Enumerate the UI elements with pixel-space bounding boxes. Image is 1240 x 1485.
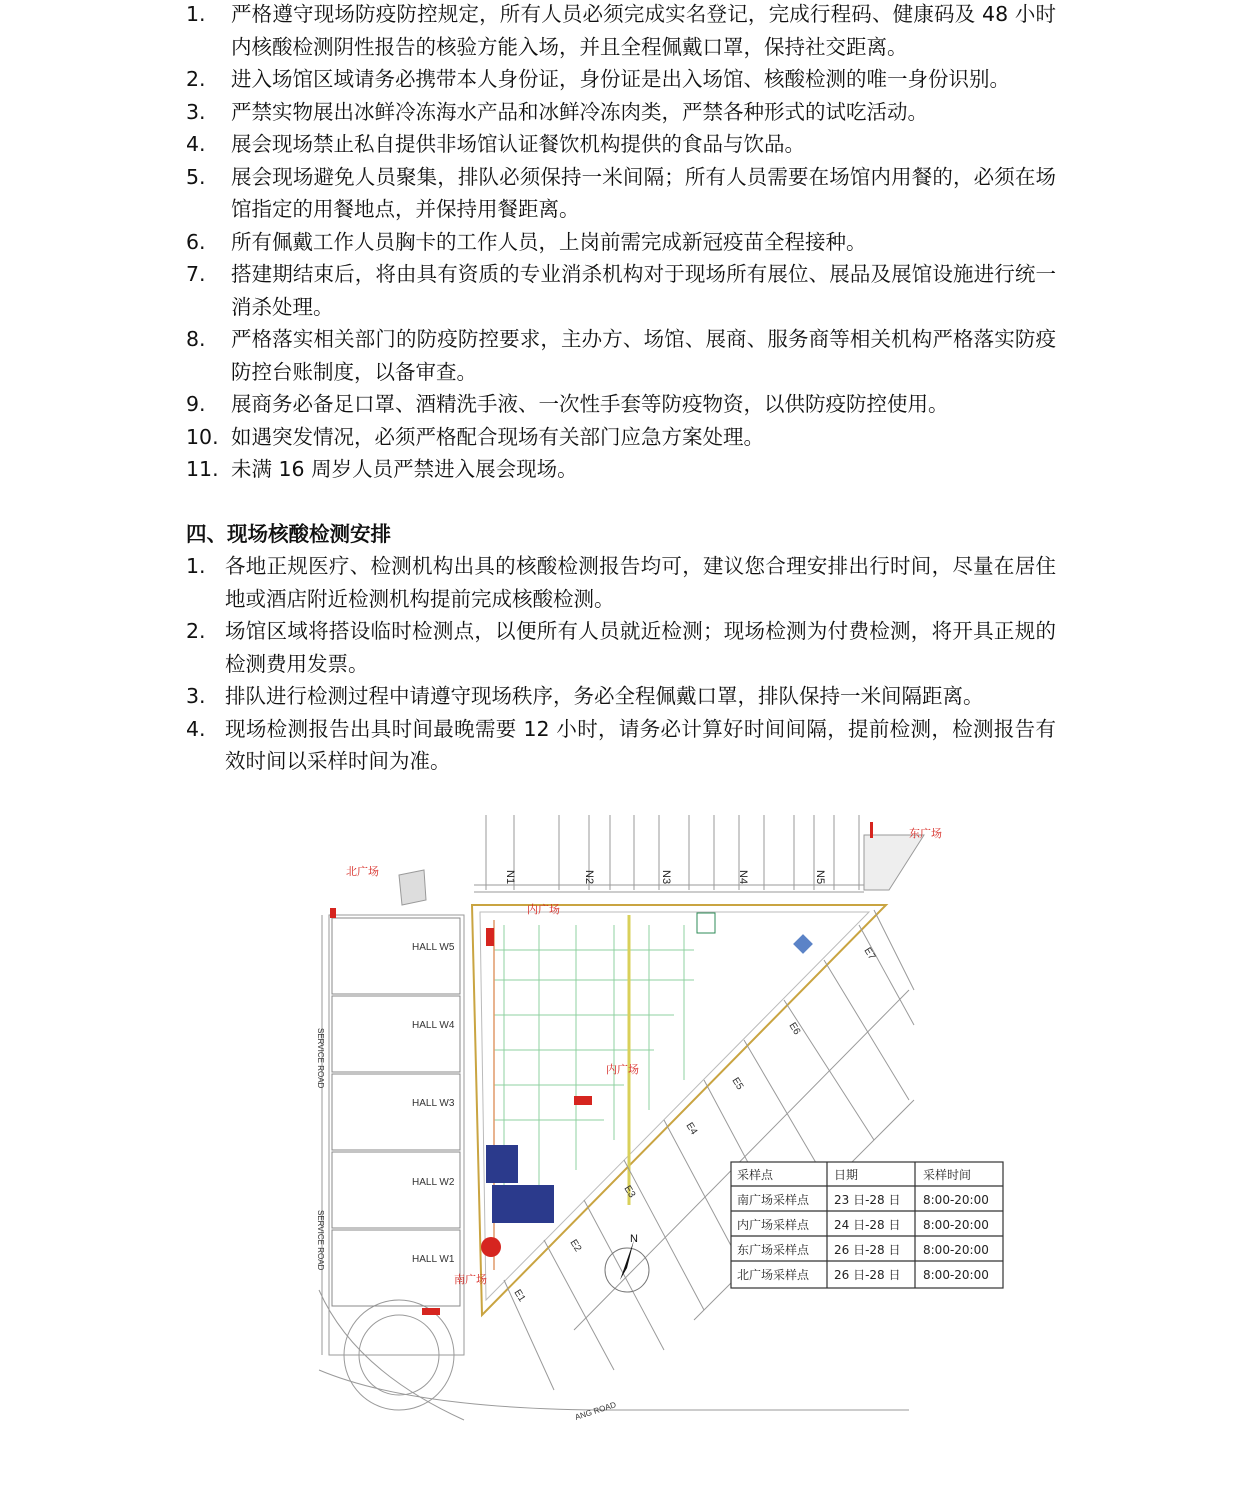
south-plaza-marker: [422, 1308, 440, 1315]
list-item: [186, 453, 1056, 486]
table-header: 采样点: [737, 1168, 774, 1182]
hall-label-n3: N3: [660, 870, 672, 885]
sampling-table: [731, 1162, 1003, 1288]
plaza-label-inner-mid: 内广场: [606, 1064, 639, 1076]
hall-label-w2: HALL W2: [412, 1177, 455, 1188]
item-text: 严禁实物展出冰鲜冷冻海水产品和冰鲜冷冻肉类，严禁各种形式的试吃活动。: [231, 99, 928, 124]
compass-label: N: [630, 1233, 638, 1245]
north-hall-labels: [504, 870, 826, 884]
hall-label-n1: N1: [504, 870, 516, 885]
list-item: [186, 713, 1056, 778]
inner-mid-marker: [574, 1096, 592, 1105]
item-number: 3.: [186, 99, 206, 124]
list-item: [186, 128, 1056, 161]
hall-label-e5: E5: [729, 1075, 746, 1092]
item-number: 1.: [186, 554, 206, 578]
table-cell: 24 日-28 日: [834, 1218, 901, 1232]
item-number: 4.: [186, 132, 206, 156]
south-red-area: [481, 1237, 501, 1257]
item-number: 4.: [186, 716, 206, 741]
section-heading: 四、现场核酸检测安排: [186, 521, 391, 546]
hall-label-w5: HALL W5: [412, 942, 455, 953]
hall-label-n2: N2: [583, 870, 595, 885]
item-text: 展会现场避免人员聚集，排队必须保持一米间隔；所有人员需要在场馆内用餐的，必须在场馆指定的用餐地点，并保持用餐距离。: [231, 164, 1056, 221]
road-label-bottom: ANG ROAD: [573, 1400, 618, 1422]
list-item: [186, 226, 1056, 259]
item-text: 排队进行检测过程中请遵守现场秩序，务必全程佩戴口罩，排队保持一米间隔距离。: [225, 684, 984, 708]
item-number: 1.: [186, 2, 206, 26]
item-text: 搭建期结束后，将由具有资质的专业消杀机构对于现场所有展位、展品及展馆设施进行统一消杀处理。: [231, 262, 1056, 319]
list-item: [186, 388, 1056, 421]
list-item: [186, 0, 1056, 63]
hall-label-n4: N4: [737, 870, 749, 885]
item-number: 6.: [186, 229, 206, 254]
table-cell: 8:00-20:00: [923, 1268, 989, 1282]
table-cell: 8:00-20:00: [923, 1218, 989, 1232]
item-text: 严格遵守现场防疫防控规定，所有人员必须完成实名登记，完成行程码、健康码及 48 小时内核酸检测阴性报告的核验方能入场，并且全程佩戴口罩，保持社交距离。: [231, 2, 1056, 59]
hall-label-e2: E2: [567, 1237, 584, 1254]
table-cell: 东广场采样点: [737, 1243, 810, 1257]
east-plaza-marker: [870, 822, 873, 838]
inner-top-marker: [486, 928, 494, 946]
hall-label-e3: E3: [621, 1183, 638, 1200]
plaza-label-east: 东广场: [909, 828, 942, 840]
document-body: [186, 0, 1056, 778]
table-cell: 北广场采样点: [737, 1268, 810, 1282]
list-item: [186, 63, 1056, 96]
west-halls: [332, 918, 460, 1306]
item-number: 2.: [186, 67, 206, 91]
item-number: 8.: [186, 327, 206, 351]
item-number: 7.: [186, 262, 206, 286]
list-item: [186, 161, 1056, 226]
item-text: 如遇突发情况，必须严格配合现场有关部门应急方案处理。: [231, 424, 764, 449]
item-number: 9.: [186, 392, 206, 416]
item-text: 所有佩戴工作人员胸卡的工作人员，上岗前需完成新冠疫苗全程接种。: [231, 229, 867, 254]
hall-label-e4: E4: [683, 1120, 700, 1137]
item-text: 现场检测报告出具时间最晚需要 12 小时，请务必计算好时间间隔，提前检测，检测报告有效时间以采样时间为准。: [225, 716, 1056, 773]
list-item: [186, 323, 1056, 388]
table-cell: 26 日-28 日: [834, 1268, 901, 1282]
map-base: [319, 815, 924, 1420]
table-header: 日期: [834, 1168, 859, 1182]
list-item: [186, 615, 1056, 680]
item-number: 5.: [186, 164, 206, 189]
road-label-service-2: SERVICE ROAD: [316, 1210, 325, 1271]
table-cell: 8:00-20:00: [923, 1193, 989, 1207]
hall-label-e7: E7: [861, 945, 878, 962]
list-item: [186, 258, 1056, 323]
item-number: 3.: [186, 684, 206, 708]
item-number: 11.: [186, 457, 219, 481]
list-item: [186, 421, 1056, 454]
plaza-label-south: 南广场: [454, 1274, 487, 1286]
north-plaza-marker: [330, 908, 336, 918]
table-cell: 南广场采样点: [737, 1193, 810, 1207]
table-cell: 8:00-20:00: [923, 1243, 989, 1257]
item-text: 严格落实相关部门的防疫防控要求，主办方、场馆、展商、服务商等相关机构严格落实防疫防控台账制度，以备审查。: [231, 327, 1056, 384]
hall-label-w1: HALL W1: [412, 1254, 455, 1265]
item-text: 各地正规医疗、检测机构出具的核酸检测报告均可，建议您合理安排出行时间，尽量在居住地或酒店附近检测机构提前完成核酸检测。: [225, 554, 1056, 611]
rules-list: [186, 0, 1056, 486]
list-item: [186, 96, 1056, 129]
hall-label-n5: N5: [814, 870, 826, 885]
plaza-label-north: 北广场: [346, 866, 379, 878]
item-text: 进入场馆区域请务必携带本人身份证，身份证是出入场馆、核酸检测的唯一身份识别。: [231, 67, 1010, 91]
table-cell: 26 日-28 日: [834, 1243, 901, 1257]
road-label-service-1: SERVICE ROAD: [316, 1028, 325, 1089]
table-header: 采样时间: [923, 1168, 972, 1182]
item-text: 展会现场禁止私自提供非场馆认证餐饮机构提供的食品与饮品。: [231, 132, 805, 156]
west-hall-labels: [316, 942, 617, 1422]
item-text: 展商务必备足口罩、酒精洗手液、一次性手套等防疫物资，以供防疫防控使用。: [231, 392, 949, 416]
item-text: 未满 16 周岁人员严禁进入展会现场。: [231, 457, 578, 481]
hall-label-e6: E6: [786, 1020, 803, 1037]
plaza-label-inner-top: 内广场: [527, 904, 560, 916]
hall-label-w4: HALL W4: [412, 1020, 455, 1031]
venue-map: [314, 810, 1014, 1430]
hall-label-e1: E1: [511, 1287, 528, 1304]
table-cell: 内广场采样点: [737, 1218, 810, 1232]
hall-label-w3: HALL W3: [412, 1098, 455, 1109]
list-item: [186, 680, 1056, 713]
table-cell: 23 日-28 日: [834, 1193, 901, 1207]
item-number: 2.: [186, 619, 206, 643]
compass-icon: [605, 1233, 649, 1292]
item-number: 10.: [186, 424, 219, 449]
item-text: 场馆区域将搭设临时检测点，以便所有人员就近检测；现场检测为付费检测，将开具正规的检测费用发票。: [225, 619, 1056, 676]
testing-list: [186, 550, 1056, 778]
list-item: [186, 550, 1056, 615]
